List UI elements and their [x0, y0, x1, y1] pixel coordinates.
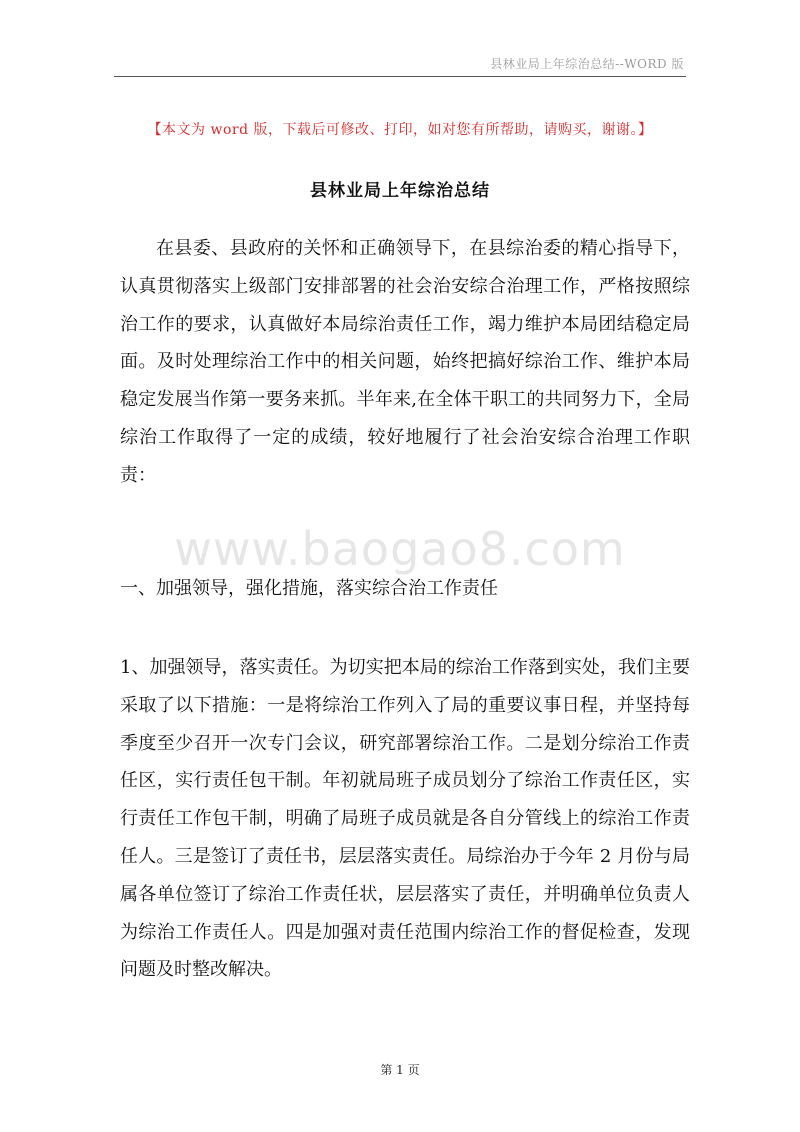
purchase-notice: 【本文为 word 版，下载后可修改、打印，如对您有所帮助，请购买，谢谢。】 — [147, 122, 653, 138]
page-number: 第 1 页 — [380, 1063, 420, 1077]
section-paragraph: 1、加强领导，落实责任。为切实把本局的综治工作落到实处，我们主要采取了以下措施：一是将综治工作列入了局的重要议事日程，并坚持每季度至少召开一次专门会议，研究部署综治工作。二是划分综治工作责任区，实行责任包干制。年初就局班子成员划分了综治工作责任区，实行责任工作包干制，明确了局班子成员就是各自分管线上的综治工作责任人。三是签订了责任书，层层落实责任。局综治办于今年 2 月份与局属各单位签订了综治工作责任状，层层落实了责任，并明确单位负责人为综治工作责任人。四是加强对责任范围内综治工作的督促检查，发现问题及时整改解决。 — [120, 657, 690, 981]
header-divider — [114, 76, 686, 77]
intro-paragraph: 在县委、县政府的关怀和正确领导下，在县综治委的精心指导下，认真贯彻落实上级部门安排部署的社会治安综合治理工作，严格按照综治工作的要求，认真做好本局综治责任工作，竭力维护本局团结稳定局面。及时处理综治工作中的相关问题，始终把搞好综治工作、维护本局稳定发展当作第一要务来抓。半年来,在全体干职工的共同努力下，全局综治工作取得了一定的成绩，较好地履行了社会治安综合治理工作职责： — [120, 238, 690, 486]
document-title: 县林业局上年综治总结 — [310, 181, 490, 201]
section-heading: 一、加强领导，强化措施，落实综合治工作责任 — [120, 578, 498, 599]
running-header: 县林业局上年综治总结--WORD 版 — [490, 57, 684, 71]
watermark: www.baogao8.com — [174, 522, 626, 576]
